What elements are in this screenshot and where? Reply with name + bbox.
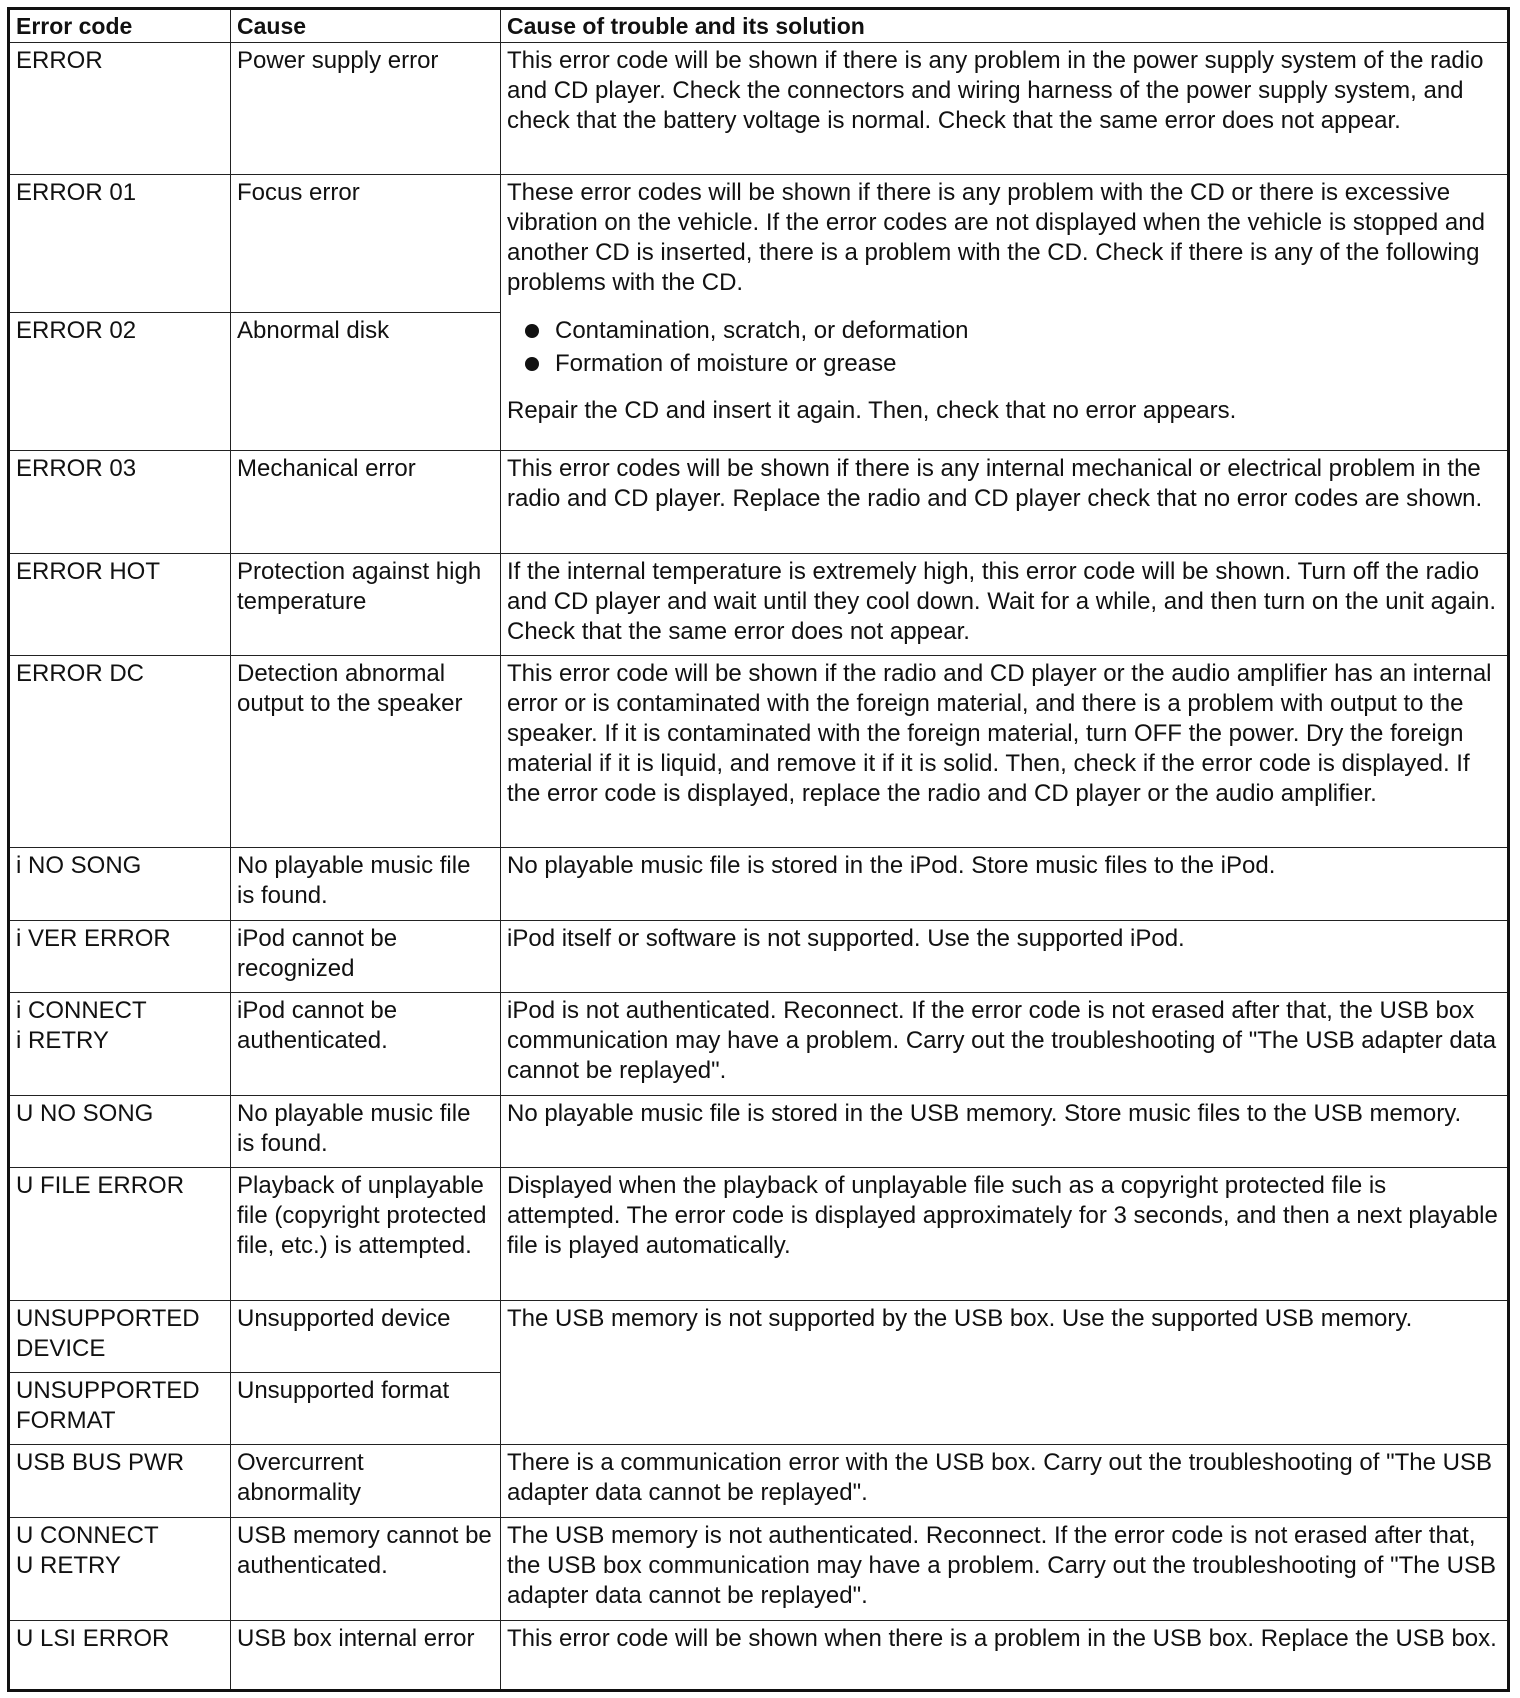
error-code-cell: ERROR: [9, 43, 231, 175]
bullet-icon: [525, 324, 539, 338]
cause-cell: No playable music file is found.: [231, 848, 501, 921]
cause-cell: USB memory cannot be authenticated.: [231, 1518, 501, 1621]
cause-cell: Focus error: [231, 175, 501, 313]
solution-cell: [501, 175, 1509, 451]
table-row: [9, 451, 1509, 554]
cause-cell: Power supply error: [231, 43, 501, 175]
header-cause: Cause: [231, 9, 501, 43]
solution-cell: iPod itself or software is not supported. Use the supported iPod.: [501, 921, 1509, 993]
table-row: [9, 1518, 1509, 1621]
cause-cell: iPod cannot be authenticated.: [231, 993, 501, 1096]
table-row: [9, 1168, 1509, 1301]
solution-cell: The USB memory is not supported by the USB box. Use the supported USB memory.: [501, 1301, 1509, 1445]
solution-outro: Repair the CD and insert it again. Then, check that no error appears.: [507, 397, 1237, 424]
table-row: [9, 848, 1509, 921]
error-code-line: DEVICE: [16, 1335, 106, 1362]
error-code-cell: i VER ERROR: [9, 921, 231, 993]
cause-cell: Mechanical error: [231, 451, 501, 554]
solution-cell: There is a communication error with the USB box. Carry out the troubleshooting of "The USB adapter data cannot be replayed".: [501, 1445, 1509, 1518]
solution-cell: No playable music file is stored in the iPod. Store music files to the iPod.: [501, 848, 1509, 921]
list-item: [525, 347, 1501, 380]
solution-cell: This error code will be shown if the radio and CD player or the audio amplifier has an internal error or is contaminated with the foreign material, and there is a problem with output to the speaker. If it is contaminated with the foreign material, turn OFF the power. Dry the foreign material if it is liquid, and remove it if it is solid. Then, check if the error code is displayed. If the error code is displayed, replace the radio and CD player or the audio amplifier.: [501, 656, 1509, 848]
problem-list: [507, 314, 1501, 380]
list-item-text: Formation of moisture or grease: [555, 350, 897, 377]
table-row: [9, 175, 1509, 313]
solution-cell: If the internal temperature is extremely high, this error code will be shown. Turn off the radio and CD player and wait until they cool down. Wait for a while, and then turn on the unit again. Check that the same error does not appear.: [501, 554, 1509, 656]
error-code-cell: U FILE ERROR: [9, 1168, 231, 1301]
cause-cell: Unsupported format: [231, 1373, 501, 1445]
error-code-cell: [9, 1518, 231, 1621]
error-code-cell: U NO SONG: [9, 1096, 231, 1168]
solution-cell: This error code will be shown if there is any problem in the power supply system of the radio and CD player. Check the connectors and wiring harness of the power supply system, and check that the battery voltage is normal. Check that the same error does not appear.: [501, 43, 1509, 175]
cause-cell: iPod cannot be recognized: [231, 921, 501, 993]
error-code-cell: [9, 993, 231, 1096]
table-row: [9, 554, 1509, 656]
cause-cell: Unsupported device: [231, 1301, 501, 1373]
cause-cell: Detection abnormal output to the speaker: [231, 656, 501, 848]
bullet-icon: [525, 357, 539, 371]
solution-cell: Displayed when the playback of unplayable file such as a copyright protected file is attempted. The error code is displayed approximately for 3 seconds, and then a next playable file is played automatically.: [501, 1168, 1509, 1301]
table-row: [9, 43, 1509, 175]
error-code-line: U RETRY: [16, 1552, 121, 1579]
solution-cell: This error codes will be shown if there is any internal mechanical or electrical problem in the radio and CD player. Replace the radio and CD player check that no error codes are shown.: [501, 451, 1509, 554]
error-code-line: i RETRY: [16, 1027, 109, 1054]
error-code-cell: ERROR 02: [9, 313, 231, 451]
list-item: [525, 314, 1501, 347]
error-code-line: UNSUPPORTED: [16, 1305, 200, 1332]
solution-cell: No playable music file is stored in the USB memory. Store music files to the USB memory.: [501, 1096, 1509, 1168]
solution-intro: These error codes will be shown if there is any problem with the CD or there is excessive vibration on the vehicle. If the error codes are not displayed when the vehicle is stopped and another CD is inserted, there is a problem with the CD. Check if there is any of the following problems with the CD.: [507, 179, 1485, 296]
header-row: [9, 9, 1509, 43]
error-code-cell: U LSI ERROR: [9, 1621, 231, 1691]
error-code-cell: ERROR DC: [9, 656, 231, 848]
cause-cell: Abnormal disk: [231, 313, 501, 451]
table-row: [9, 1301, 1509, 1373]
error-code-line: UNSUPPORTED: [16, 1377, 200, 1404]
table-row: [9, 656, 1509, 848]
error-code-line: U CONNECT: [16, 1522, 159, 1549]
table-row: [9, 921, 1509, 993]
list-item-text: Contamination, scratch, or deformation: [555, 317, 969, 344]
cause-cell: Protection against high temperature: [231, 554, 501, 656]
cause-cell: No playable music file is found.: [231, 1096, 501, 1168]
table-row: [9, 1621, 1509, 1691]
error-code-line: FORMAT: [16, 1407, 116, 1434]
solution-cell: This error code will be shown when there is a problem in the USB box. Replace the USB box.: [501, 1621, 1509, 1691]
error-code-table: [7, 7, 1510, 1692]
table-row: [9, 993, 1509, 1096]
header-error-code: Error code: [9, 9, 231, 43]
cause-cell: Playback of unplayable file (copyright protected file, etc.) is attempted.: [231, 1168, 501, 1301]
error-code-line: i CONNECT: [16, 997, 147, 1024]
error-code-cell: [9, 1301, 231, 1373]
cause-cell: USB box internal error: [231, 1621, 501, 1691]
error-code-cell: i NO SONG: [9, 848, 231, 921]
error-code-cell: ERROR 03: [9, 451, 231, 554]
cause-cell: Overcurrent abnormality: [231, 1445, 501, 1518]
table-row: [9, 1445, 1509, 1518]
error-code-cell: USB BUS PWR: [9, 1445, 231, 1518]
error-code-cell: ERROR 01: [9, 175, 231, 313]
header-solution: Cause of trouble and its solution: [501, 9, 1509, 43]
error-code-cell: [9, 1373, 231, 1445]
table-row: [9, 1096, 1509, 1168]
solution-cell: The USB memory is not authenticated. Reconnect. If the error code is not erased after that, the USB box communication may have a problem. Carry out the troubleshooting of "The USB adapter data cannot be replayed".: [501, 1518, 1509, 1621]
solution-cell: iPod is not authenticated. Reconnect. If the error code is not erased after that, the USB box communication may have a problem. Carry out the troubleshooting of "The USB adapter data cannot be replayed".: [501, 993, 1509, 1096]
error-code-cell: ERROR HOT: [9, 554, 231, 656]
